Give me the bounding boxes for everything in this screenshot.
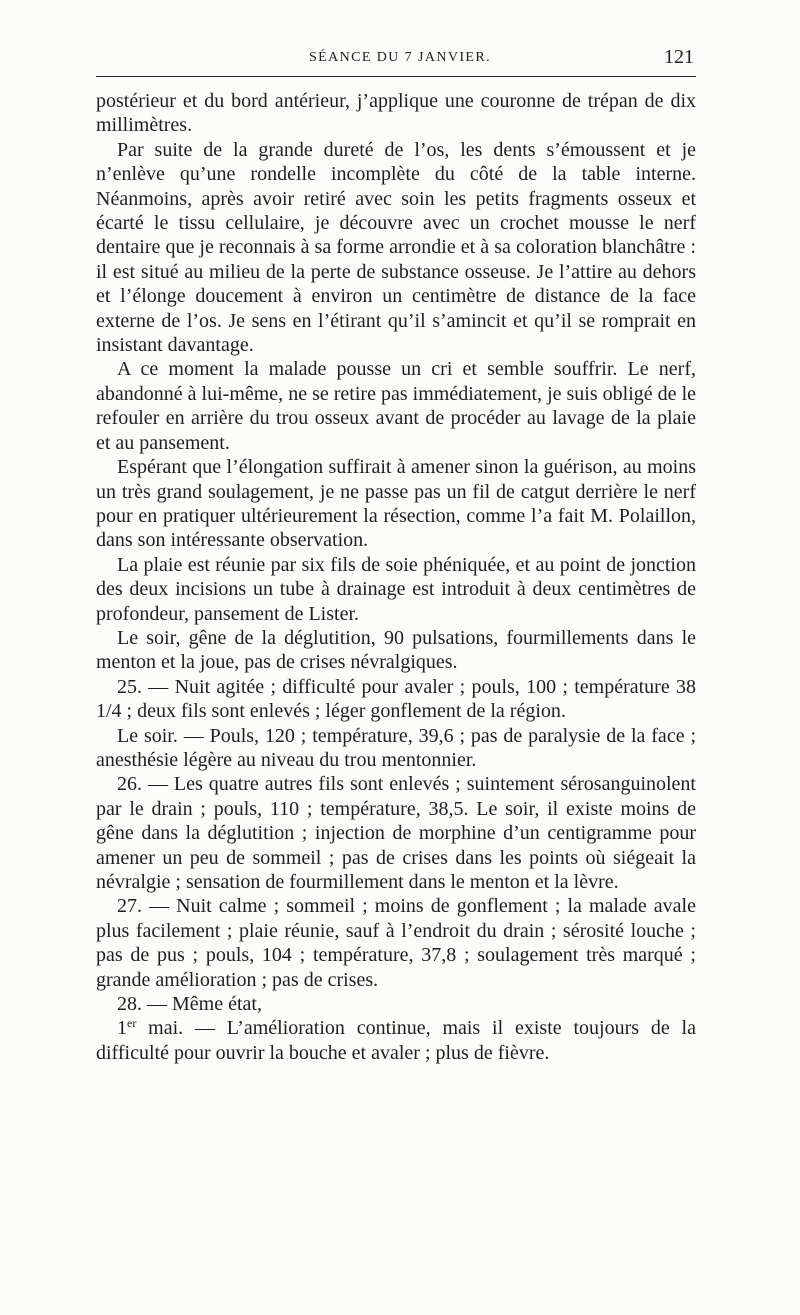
- header-rule: [96, 76, 696, 77]
- paragraph-last: [96, 1016, 696, 1065]
- paragraph: Espérant que l’élongation suffirait à amener sinon la guérison, au moins un très grand soulagement, je ne passe pas un fil de catgut derrière le nerf pour en pratiquer ultérieurement la résection, comme l’a fait M. Polaillon, dans son intéressante observation.: [96, 456, 696, 552]
- paragraph: Le soir. — Pouls, 120 ; température, 39,6 ; pas de paralysie de la face ; anesthésie légère au niveau du trou mentonnier.: [96, 724, 696, 771]
- page-header: [96, 46, 696, 72]
- paragraph: La plaie est réunie par six fils de soie phéniquée, et au point de jonction des deux incisions un tube à drainage est introduit à deux centimètres de profondeur, pansement de Lister.: [96, 553, 696, 625]
- paragraph: Par suite de la grande dureté de l’os, les dents s’émoussent et je n’enlève qu’une rondelle incomplète du côté de la table interne. Néanmoins, après avoir retiré avec soin les petits fragments osseux et écarté le tissu cellulaire, je découvre avec un crochet mousse le nerf dentaire que je reconnais à sa forme arrondie et à sa coloration blanchâtre : il est situé au milieu de la perte de substance osseuse. Je l’attire au dehors et l’élonge doucement à environ un centimètre de distance de la face externe de l’os. Je sens en l’étirant qu’il s’amincit et qu’il se romprait en insistant davantage.: [96, 138, 696, 357]
- paragraph: postérieur et du bord antérieur, j’applique une couronne de trépan de dix millimètres.: [96, 90, 696, 137]
- paragraph: 28. — Même état,: [117, 993, 262, 1016]
- page-number: 121: [664, 46, 694, 68]
- paragraph-text: mai. — L’amélioration continue, mais il existe toujours de la difficulté pour ouvrir la bouche et avaler ; plus de fièvre.: [96, 1017, 696, 1064]
- day-number: 1: [117, 1017, 127, 1040]
- paragraph: 26. — Les quatre autres fils sont enlevés ; suintement sérosanguinolent par le drain ; pouls, 110 ; température, 38,5. Le soir, il existe moins de gêne dans la déglutition ; injection de morphine d’un centigramme pour amener un peu de sommeil ; pas de crises dans les points où siégeait la névralgie ; sensation de fourmillement dans le menton et la lèvre.: [96, 773, 696, 893]
- body-text: [96, 89, 696, 1065]
- paragraph: 25. — Nuit agitée ; difficulté pour avaler ; pouls, 100 ; température 38 1/4 ; deux fils sont enlevés ; léger gonflement de la région.: [96, 675, 696, 723]
- paragraph: 27. — Nuit calme ; sommeil ; moins de gonflement ; la malade avale plus facilement ; plaie réunie, sauf à l’endroit du drain ; sérosité louche ; pas de pus ; pouls, 104 ; température, 37,8 ; soulagement très marqué ; grande amélioration ; pas de crises.: [96, 895, 696, 991]
- ordinal-superscript: er: [127, 1016, 137, 1031]
- running-title: SÉANCE DU 7 JANVIER.: [309, 50, 491, 65]
- paragraph: A ce moment la malade pousse un cri et semble souffrir. Le nerf, abandonné à lui-même, ne se retire pas immédiatement, je suis obligé de le refouler en arrière du trou osseux avant de procéder au lavage de la plaie et au pansement.: [96, 358, 696, 454]
- paragraph: Le soir, gêne de la déglutition, 90 pulsations, fourmillements dans le menton et la joue, pas de crises névralgiques.: [96, 626, 696, 674]
